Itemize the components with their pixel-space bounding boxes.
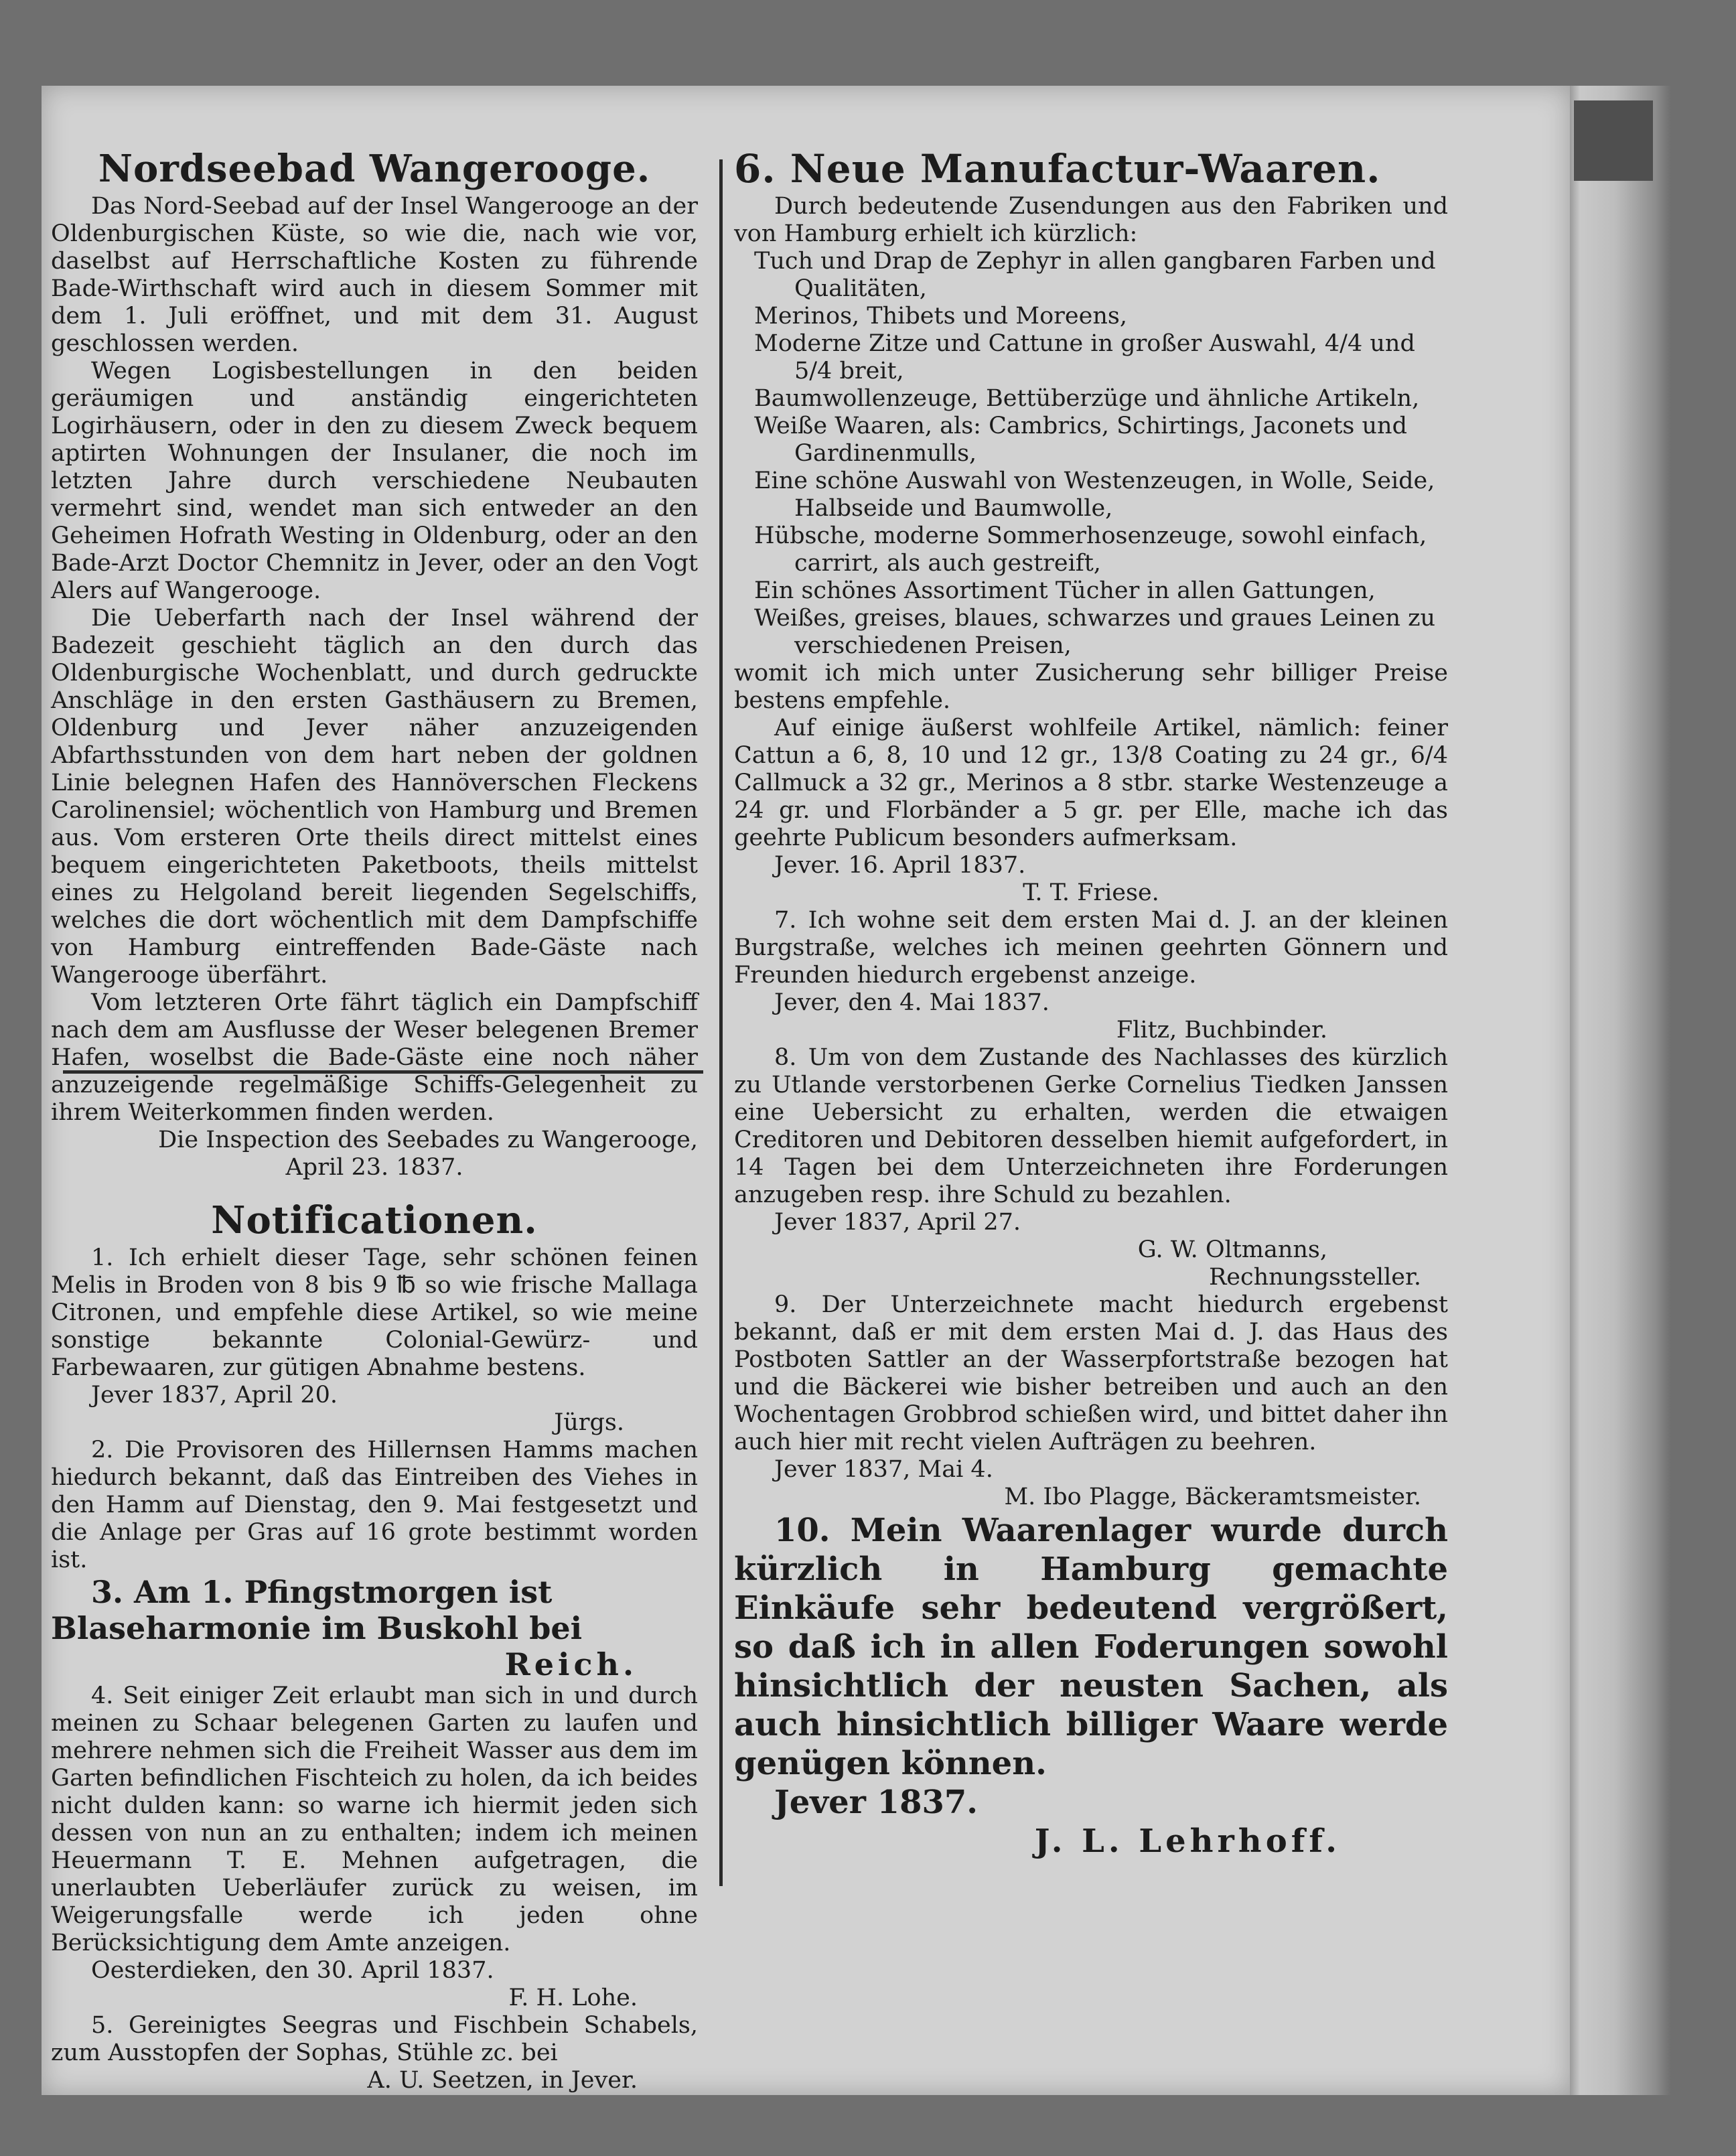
left-column bbox=[51, 147, 698, 2094]
notice-4: 4. Seit einiger Zeit erlaubt man sich in und durch meinen zu Schaar belegenen Garten zu laufen und mehrere nehmen sich die Freiheit Wasser aus dem im Garten befindlichen Fischteich zu holen, da ich beides nicht dulden kann: so warne ich hiermit jeden sich dessen von nun an zu enthalten; indem ich meinen Heuermann T. E. Mehnen aufgetragen, die unerlaubten Ueberläufer zurück zu weisen, im Weigerungsfalle werde ich jeden ohne Berücksichtigung dem Amte anzeigen. bbox=[51, 1682, 698, 1956]
notice-7: 7. Ich wohne seit dem ersten Mai d. J. an der kleinen Burgstraße, welches ich meinen geehrten Gönnern und Freunden hiedurch ergebenst anzeige. bbox=[734, 907, 1448, 989]
book-spine bbox=[1574, 100, 1653, 181]
notice-1: 1. Ich erhielt dieser Tage, sehr schönen feinen Melis in Broden von 8 bis 9 ℔ so wie frische Mallaga Citronen, und empfehle diese Artikel, so wie meine sonstige bekannte Colonial-Gewürz- und Farbewaaren, zur gütigen Abnahme bestens. bbox=[51, 1244, 698, 1381]
notice-5: 5. Gereinigtes Seegras und Fischbein Schabels, zum Ausstopfen der Sophas, Stühle zc. bei bbox=[51, 2012, 698, 2066]
heading-notificationen: Notificationen. bbox=[211, 1198, 538, 1242]
notice-3-signature: Reich. bbox=[504, 1646, 638, 1682]
book-page-edge bbox=[1570, 86, 1670, 2095]
notice-1-date: Jever 1837, April 20. bbox=[91, 1382, 338, 1409]
waaren-item-3: Moderne Zitze und Cattune in großer Auswahl, 4/4 und 5/4 breit, bbox=[754, 330, 1415, 384]
right-column bbox=[734, 147, 1448, 1861]
notice-4-date: Oesterdieken, den 30. April 1837. bbox=[91, 1957, 494, 1984]
notice-8-signature: G. W. Oltmanns, bbox=[1137, 1236, 1327, 1263]
column-divider bbox=[719, 159, 723, 1886]
waaren-item-6: Eine schöne Auswahl von Westenzeugen, in Wolle, Seide, Halbseide und Baumwolle, bbox=[754, 468, 1435, 522]
notice-2: 2. Die Provisoren des Hillernsen Hamms machen hiedurch bekannt, daß das Eintreiben des Viehes in den Hamm auf Dienstag, den 9. Mai festgesetzt und die Anlage per Gras auf 16 grote bestimmt worden ist. bbox=[51, 1437, 698, 1573]
notice-10: 10. Mein Waarenlager wurde durch kürzlich in Hamburg gemachte Einkäufe sehr bedeutend vergrößert, so daß ich in allen Foderungen sowohl hinsichtlich der neusten Sachen, als auch hinsichtlich billiger Waare werde genügen können. bbox=[734, 1512, 1448, 1782]
waaren-close: womit ich mich unter Zusicherung sehr billiger Preise bestens empfehle. bbox=[734, 660, 1448, 714]
nordseebad-paragraph-2: Wegen Logisbestellungen in den beiden geräumigen und anständig eingerichteten Logirhäusern, oder in den zu diesem Zweck bequem aptirten Wohnungen der Insulaner, die noch im letzten Jahre durch verschiedene Neubauten vermehrt sind, wendet man sich entweder an den Geheimen Hofrath Westing in Oldenburg, oder an den Bade-Arzt Doctor Chemnitz in Jever, oder an den Vogt Alers auf Wangerooge. bbox=[51, 358, 698, 604]
notice-9: 9. Der Unterzeichnete macht hiedurch ergebenst bekannt, daß er mit dem ersten Mai d. J. das Haus des Postboten Sattler an der Wasserpfortstraße bezogen hat und die Bäckerei wie bisher betreiben und auch an den Wochentagen Grobbrod schießen wird, und bittet daher ihn auch hier mit recht vielen Aufträgen zu beehren. bbox=[734, 1291, 1448, 1455]
waaren-item-9: Weißes, greises, blaues, schwarzes und graues Leinen zu verschiedenen Preisen, bbox=[754, 605, 1436, 659]
waaren-item-5: Weiße Waaren, als: Cambrics, Schirtings, Jaconets und Gardinenmulls, bbox=[754, 413, 1407, 467]
nordseebad-paragraph-4: Vom letzteren Orte fährt täglich ein Dampfschiff nach dem am Ausflusse der Weser belegenen Bremer Hafen, woselbst die Bade-Gäste eine noch näher anzuzeigende regelmäßige Schiffs-Gelegenheit zu ihrem Weiterkommen finden werden. bbox=[51, 989, 698, 1126]
notice-8: 8. Um von dem Zustande des Nachlasses des kürzlich zu Utlande verstorbenen Gerke Cornelius Tiedken Janssen eine Uebersicht zu erhalten, werden die etwaigen Creditoren und Debitoren desselben hiemit aufgefordert, in 14 Tagen bei dem Unterzeichneten ihre Forderungen anzugeben resp. ihre Schuld zu bezahlen. bbox=[734, 1044, 1448, 1208]
notice-9-signature: M. Ibo Plagge, Bäckeramtsmeister. bbox=[1004, 1484, 1421, 1510]
nordseebad-paragraph-1: Das Nord-Seebad auf der Insel Wangerooge an der Oldenburgischen Küste, so wie die, nach wie vor, daselbst auf Herrschaftliche Kosten zu führende Bade-Wirthschaft wird auch in diesem Sommer mit dem 1. Juli eröffnet, und mit dem 31. August geschlossen werden. bbox=[51, 193, 698, 357]
notice-4-signature: F. H. Lohe. bbox=[508, 1985, 638, 2011]
notice-8-title: Rechnungssteller. bbox=[1208, 1264, 1421, 1291]
waaren-prices: Auf einige äußerst wohlfeile Artikel, nämlich: feiner Cattun a 6, 8, 10 und 12 gr., 13/8 Coating zu 24 gr., 6/4 Callmuck a 32 gr., Merinos a 8 stbr. starke Westenzeuge a 24 gr. und Florbänder a 5 gr. per Elle, mache ich das geehrte Publicum besonders aufmerksam. bbox=[734, 715, 1448, 851]
notice-10-date: Jever 1837. bbox=[774, 1784, 978, 1821]
notice-5-signature: A. U. Seetzen, in Jever. bbox=[367, 2067, 638, 2094]
notice-8-date: Jever 1837, April 27. bbox=[774, 1209, 1021, 1236]
waaren-item-1: Tuch und Drap de Zephyr in allen gangbaren Farben und Qualitäten, bbox=[754, 248, 1436, 302]
waaren-item-7: Hübsche, moderne Sommerhosenzeuge, sowohl einfach, carrirt, als auch gestreift, bbox=[754, 522, 1427, 577]
waaren-item-4: Baumwollenzeuge, Bettüberzüge und ähnliche Artikeln, bbox=[754, 385, 1420, 412]
heading-manufactur-waaren: 6. Neue Manufactur-Waaren. bbox=[734, 146, 1381, 192]
notice-1-signature: Jürgs. bbox=[554, 1409, 624, 1436]
notice-3: 3. Am 1. Pfingstmorgen ist Blaseharmonie im Buskohl bei bbox=[51, 1574, 583, 1646]
waaren-date: Jever. 16. April 1837. bbox=[774, 852, 1026, 879]
nordseebad-date: April 23. 1837. bbox=[285, 1154, 463, 1181]
waaren-signature: T. T. Friese. bbox=[1023, 879, 1159, 906]
waaren-intro: Durch bedeutende Zusendungen aus den Fabriken und von Hamburg erhielt ich kürzlich: bbox=[734, 193, 1448, 247]
waaren-item-8: Ein schönes Assortiment Tücher in allen Gattungen, bbox=[754, 577, 1376, 604]
heading-nordseebad: Nordseebad Wangerooge. bbox=[98, 147, 651, 191]
waaren-item-2: Merinos, Thibets und Moreens, bbox=[754, 303, 1127, 330]
notice-7-date: Jever, den 4. Mai 1837. bbox=[774, 989, 1050, 1016]
notice-7-signature: Flitz, Buchbinder. bbox=[1116, 1017, 1327, 1044]
notice-10-signature: J. L. Lehrhoff. bbox=[1034, 1822, 1341, 1860]
nordseebad-paragraph-3: Die Ueberfarth nach der Insel während der Badezeit geschieht täglich an den durch das Oldenburgische Wochenblatt, und durch gedruckte Anschläge in den ersten Gasthäusern zu Bremen, Oldenburg und Jever näher anzuzeigenden Abfarthsstunden von dem hart neben der goldnen Linie belegnen Hafen des Hannöverschen Fleckens Carolinensiel; wöchentlich von Hamburg und Bremen aus. Vom ersteren Orte theils direct mittelst eines bequem eingerichteten Paketboots, theils mittelst eines zu Helgoland bereit liegenden Segelschiffs, welches die dort wöchentlich mit dem Dampfschiffe von Hamburg eintreffenden Bade-Gäste nach Wangerooge überfährt. bbox=[51, 605, 698, 989]
nordseebad-signature: Die Inspection des Seebades zu Wangerooge, bbox=[158, 1127, 698, 1153]
notice-9-date: Jever 1837, Mai 4. bbox=[774, 1456, 993, 1483]
